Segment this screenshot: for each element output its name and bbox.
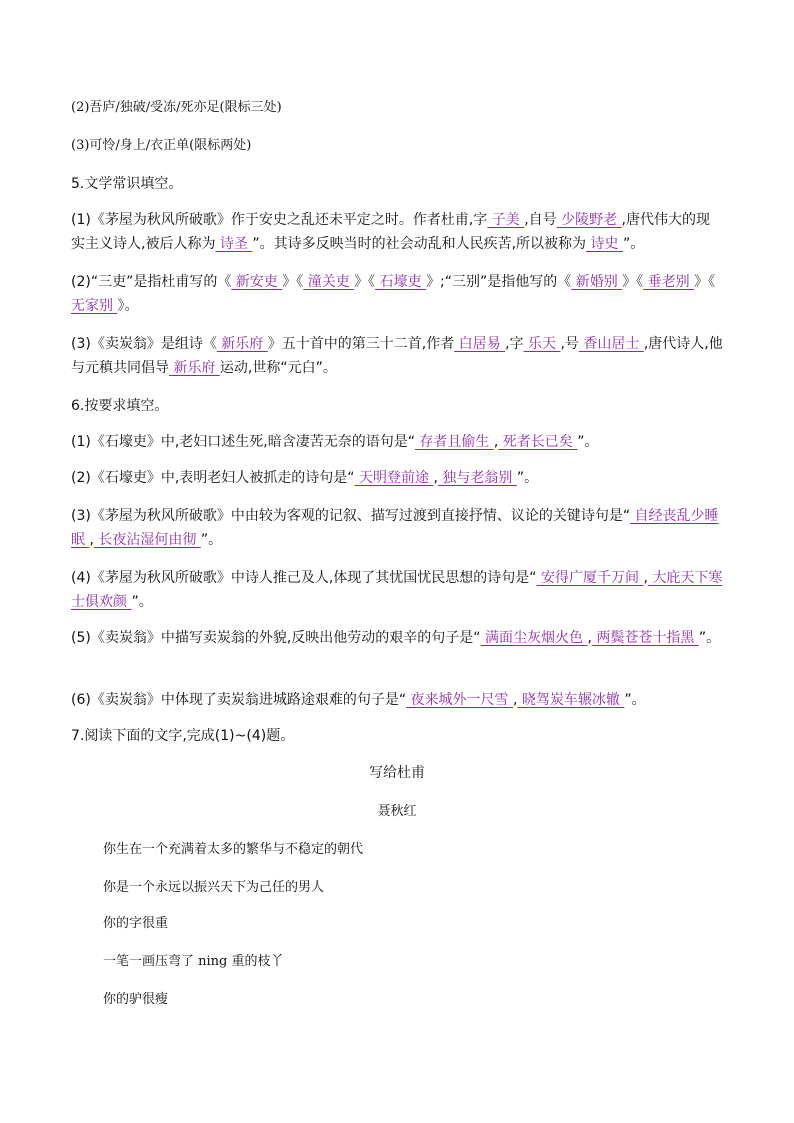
answer-blank: 新乐府 — [216, 336, 268, 352]
answer-blank: 无家别 — [71, 298, 118, 314]
answer-blank: 晓驾炭车辗冰辙 — [517, 692, 625, 708]
answer-blank: 垂老别 — [643, 274, 695, 290]
q6-item-5: (5)《卖炭翁》中描写卖炭翁的外貌,反映出他劳动的艰辛的句子是“ 满面尘灰烟火色 , 两鬓苍苍十指黑 ”。 — [71, 630, 721, 646]
q7-heading: 7.阅读下面的文字,完成(1)~(4)题。 — [71, 728, 295, 744]
answer-blank: 潼关吏 — [303, 274, 355, 290]
poem-line: 你是一个永远以振兴天下为己任的男人 — [103, 880, 325, 895]
answer-blank: 天明登前途 — [354, 470, 434, 486]
answer-blank: 石壕吏 — [375, 274, 427, 290]
answer-blank: 独与老翁别 — [437, 470, 517, 486]
answer-blank: 安得广厦千万间 — [536, 570, 644, 586]
q5-heading: 5.文学常识填空。 — [71, 176, 183, 192]
answer-blank: 新乐府 — [169, 360, 220, 376]
answer-blank: 两鬓苍苍十指黑 — [591, 630, 699, 646]
answer-blank: 诗史 — [586, 236, 623, 252]
q5-item-2: (2)“三吏”是指杜甫写的《 新安吏 》《 潼关吏 》《 石壕吏 》;“三别”是指他写的《 新婚别 》《 垂老别 》《 无家别 》。 — [71, 274, 716, 314]
answer-blank: 新安吏 — [231, 274, 283, 290]
poem-line: 一笔一画压弯了 ning 重的枝丫 — [103, 954, 284, 969]
answer-blank: 乐天 — [523, 336, 561, 352]
answer-blank: 满面尘灰烟火色 — [480, 630, 588, 646]
q5-item-1: (1)《茅屋为秋风所破歌》作于安史之乱还未平定之时。作者杜甫,字 子美 ,自号 少陵野老 ,唐代伟大的现实主义诗人,被后人称为 诗圣 ”。其诗多反映当时的社会动乱和人民疾苦,所以被称为 诗史 ”。 — [71, 212, 710, 252]
poem-author: 聂秋红 — [377, 804, 417, 819]
q4-item-3: (3)可怜/身上/衣正单(限标两处) — [71, 138, 252, 153]
answer-blank: 新婚别 — [571, 274, 623, 290]
answer-blank: 子美 — [487, 212, 525, 228]
q6-item-3: (3)《茅屋为秋风所破歌》中由较为客观的记叙、描写过渡到直接抒情、议论的关键诗句是“ 自经丧乱少睡眠 , 长夜沾湿何由彻 ”。 — [71, 508, 719, 548]
q5-item-3: (3)《卖炭翁》是组诗《 新乐府 》五十首中的第三十二首,作者 白居易 ,字 乐天 ,号 香山居士 ,唐代诗人,他与元稹共同倡导 新乐府 运动,世称“元白”。 — [71, 336, 723, 376]
answer-blank: 诗圣 — [215, 236, 253, 252]
q6-item-4: (4)《茅屋为秋风所破歌》中诗人推己及人,体现了其忧国忧民思想的诗句是“ 安得广厦千万间 , 大庇天下寒士俱欢颜 ”。 — [71, 570, 723, 610]
q6-item-1: (1)《石壕吏》中,老妇口述生死,暗含凄苦无奈的语句是“ 存者且偷生 , 死者长已矣 ”。 — [71, 434, 599, 450]
poem-line: 你生在一个充满着太多的繁华与不稳定的朝代 — [103, 842, 364, 857]
q6-item-2: (2)《石壕吏》中,表明老妇人被抓走的诗句是“ 天明登前途 , 独与老翁别 ”。 — [71, 470, 539, 486]
answer-blank: 死者长已矣 — [498, 434, 578, 450]
q6-item-6: (6)《卖炭翁》中体现了卖炭翁进城路途艰难的句子是“ 夜来城外一尺雪 , 晓驾炭车辗冰辙 ”。 — [71, 692, 646, 708]
answer-blank: 少陵野老 — [556, 212, 622, 228]
poem-line: 你的字很重 — [103, 916, 169, 931]
answer-blank: 香山居士 — [578, 336, 644, 352]
answer-blank: 白居易 — [454, 336, 506, 352]
q4-item-2: (2)吾庐/独破/受冻/死亦足(限标三处) — [71, 100, 282, 115]
poem-title: 写给杜甫 — [369, 765, 425, 781]
answer-blank: 自经丧乱少睡眠 — [71, 508, 719, 548]
answer-blank: 长夜沾湿何由彻 — [93, 532, 201, 548]
answer-blank: 存者且偷生 — [414, 434, 494, 450]
q6-heading: 6.按要求填空。 — [71, 398, 169, 414]
poem-line: 你的驴很瘦 — [103, 992, 169, 1007]
answer-blank: 夜来城外一尺雪 — [406, 692, 513, 708]
answer-blank: 大庇天下寒士俱欢颜 — [71, 570, 723, 610]
